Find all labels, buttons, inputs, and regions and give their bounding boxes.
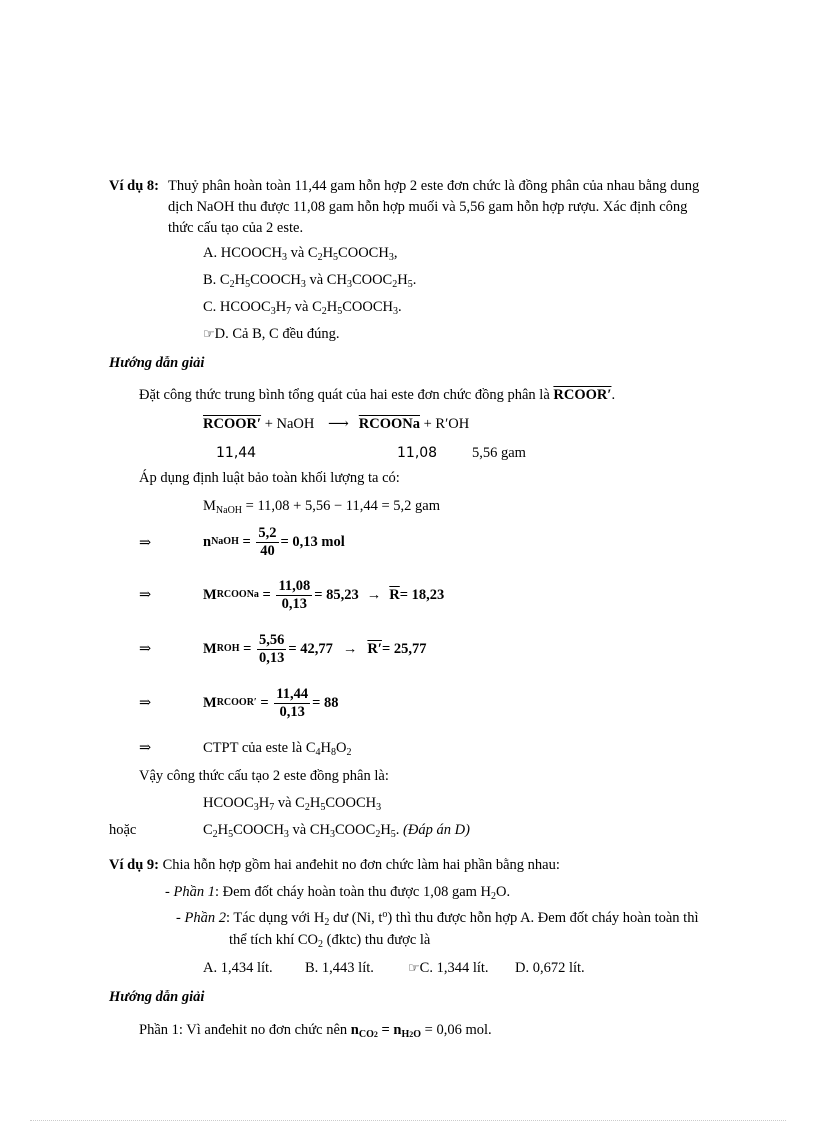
implies-4: ⇒: [139, 695, 152, 711]
example-9: Ví dụ 9: Chia hỗn hợp gồm hai anđehit no đơn chức làm hai phần bằng nhau:: [109, 857, 560, 873]
ex9-option-a: A. 1,434 lít.: [203, 960, 273, 976]
example-8-label: Ví dụ 8:: [109, 178, 159, 194]
example-8-line-2: dịch NaOH thu được 11,08 gam hỗn hợp muối và 5,56 gam hỗn hợp rượu. Xác định công: [168, 199, 688, 215]
option-b: B. $C_2H_5COOCH_3$ và $CH_3COOC_2H_5$.: [203, 272, 417, 290]
part-2-line-2: thể tích khí $CO_2$ (đktc) thu được là: [229, 932, 431, 950]
mass-2: 11,08: [397, 445, 438, 461]
ex9-option-c: ☞C. 1,344 lít.: [408, 960, 489, 976]
right-arrow-icon: →: [366, 587, 382, 603]
mass-1: 11,44: [216, 445, 257, 461]
ctpt-line: CTPT của este là $C_4H_8O_2$: [203, 740, 352, 758]
reaction-arrow-icon: ⟶: [327, 416, 349, 432]
pointing-hand-icon: ☞: [408, 961, 420, 976]
n-naoh-equation: n NaOH = $\frac{5,2}{40}$ = 0,13 mol: [203, 524, 345, 559]
or-label: hoặc: [109, 822, 137, 838]
option-d: ☞D. Cả B, C đều đúng.: [203, 326, 340, 342]
guide-intro: Đặt công thức trung bình tổng quát của hai este đơn chức đồng phân là RCOOR′.: [139, 387, 616, 403]
right-arrow-icon: →: [342, 641, 358, 657]
option-a: A. $HCOOCH_3$ và $C_2H_5COOCH_3$,: [203, 245, 398, 263]
isomer-pair-1: $HCOOC_3H_7$ và $C_2H_5COOCH_3$: [203, 795, 382, 813]
implies-1: ⇒: [139, 535, 152, 551]
part-1: - Phần 1: Đem đốt cháy hoàn toàn thu được 1,08 gam $H_2O$.: [165, 884, 511, 902]
conservation-law: Áp dụng định luật bảo toàn khối lượng ta có:: [139, 470, 400, 486]
option-c: C. $HCOOC_3H_7$ và $C_2H_5COOCH_3$.: [203, 299, 402, 317]
guide-title-1: Hướng dẫn giải: [109, 355, 205, 371]
ex9-option-d: D. 0,672 lít.: [515, 960, 585, 976]
ex9-solution-line: Phần 1: Vì anđehit no đơn chức nên $n_{CO2} = n_{H2O} = 0,06$ mol.: [139, 1022, 492, 1040]
implies-3: ⇒: [139, 641, 152, 657]
pointing-hand-icon: ☞: [203, 327, 215, 342]
mass-naoh: $M_{NaOH} = 11,08 + 5,56 - 11,44 = 5,2$ gam: [203, 498, 440, 516]
guide-title-2: Hướng dẫn giải: [109, 989, 205, 1005]
isomer-pair-2: $C_2H_5COOCH_3$ và $CH_3COOC_2H_5$. (Đáp án D): [203, 822, 470, 840]
part-2-line-1: - Phần 2: Tác dụng với $H_2$ dư (Ni, $t^o$) thì thu được hỗn hợp A. Đem đốt cháy hoàn toàn thì: [176, 909, 699, 928]
example-8-line-3: thức cấu tạo của 2 este.: [168, 220, 304, 236]
implies-2: ⇒: [139, 587, 152, 603]
mass-3: 5,56 gam: [472, 445, 526, 461]
m-rcoona-equation: M RCOONa = $\frac{11,08}{0,13}$ = 85,23 → $\overline{R}$ = 18,23: [203, 577, 445, 612]
m-rcoor-equation: M RCOOR′ = $\frac{11,44}{0,13}$ = 88: [203, 685, 339, 720]
implies-5: ⇒: [139, 740, 152, 756]
reaction-equation: RCOOR′ + NaOH ⟶ RCOONa + R′OH: [203, 416, 470, 432]
example-8-line-1: Thuỷ phân hoàn toàn 11,44 gam hỗn hợp 2 este đơn chức là đồng phân của nhau bằng dung: [168, 178, 700, 194]
isomers-intro: Vậy công thức cấu tạo 2 este đồng phân là:: [139, 768, 389, 784]
m-roh-equation: M ROH = $\frac{5,56}{0,13}$ = 42,77 → R′ = 25,77: [203, 631, 427, 666]
ex9-option-b: B. 1,443 lít.: [305, 960, 374, 976]
page-bottom-border: [30, 1120, 786, 1121]
